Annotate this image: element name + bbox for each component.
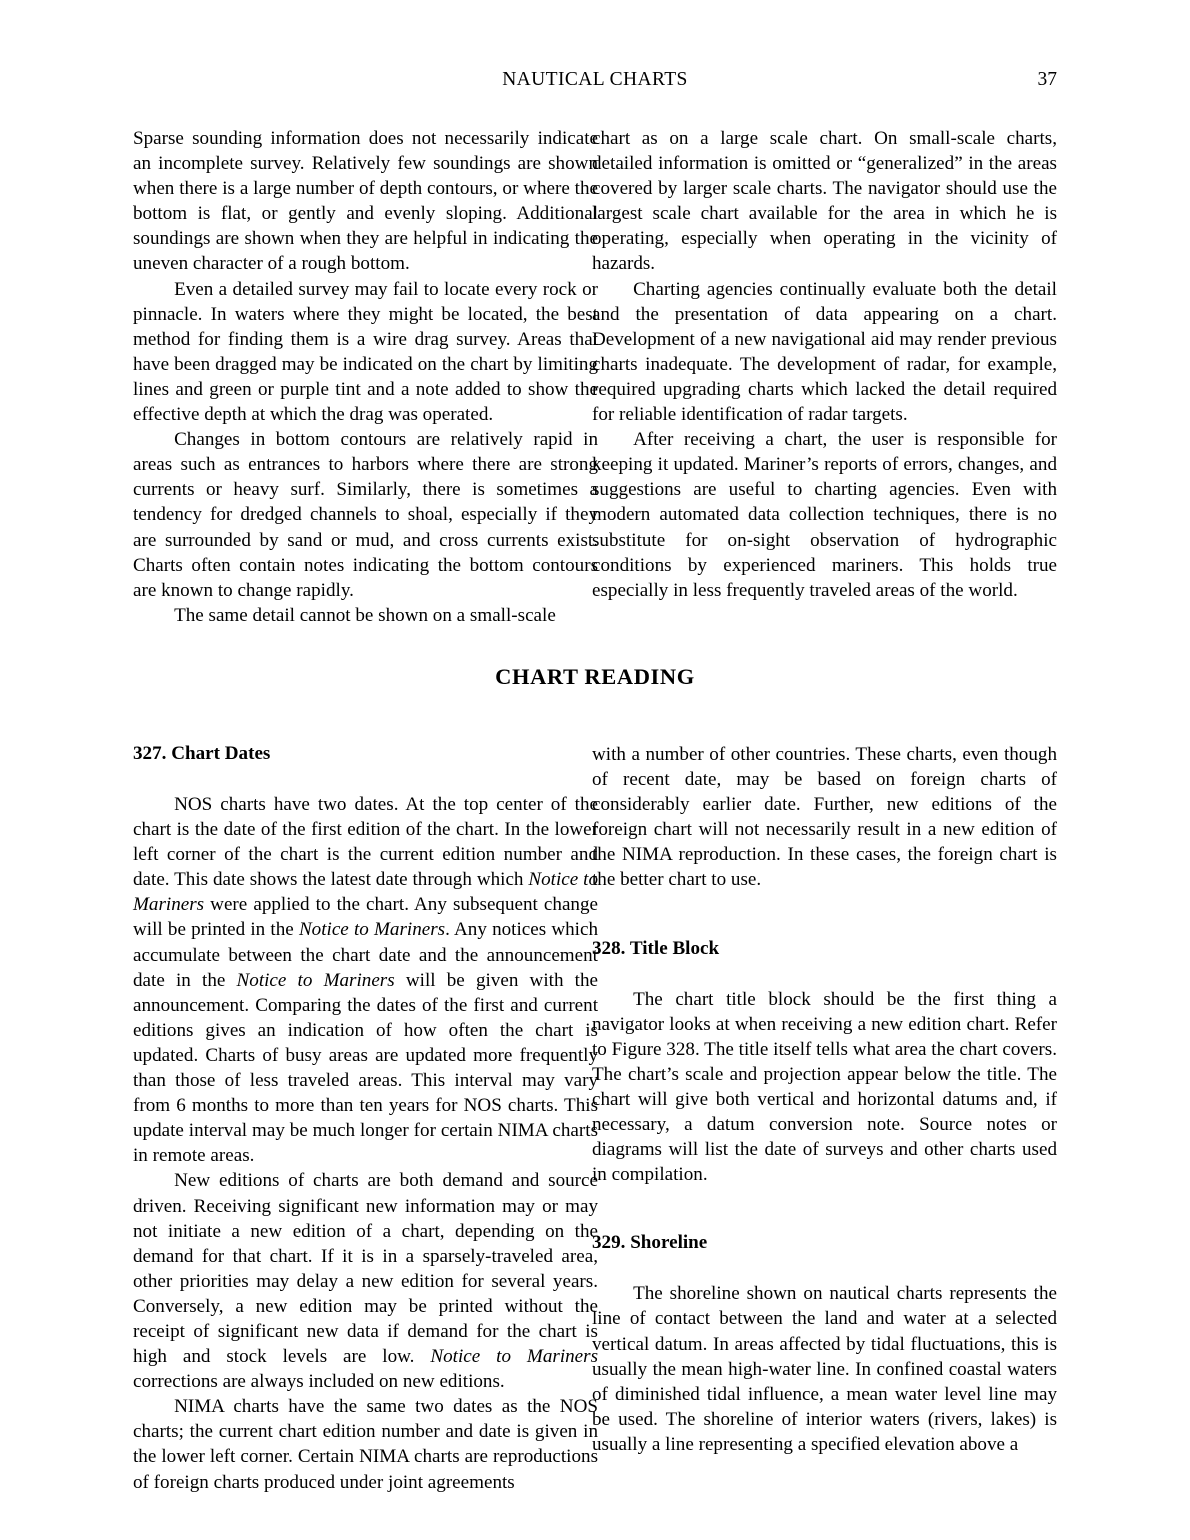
italic-title: Notice to Mariners bbox=[133, 869, 598, 916]
spacer bbox=[592, 961, 1057, 987]
paragraph-continued: chart as on a large scale chart. On small-scale charts, detailed information is omitted or “generalized” in the areas covered by larger scale charts. The navigator should use the largest scale chart available for the area in which he is operating, especially when operating in the vicinity of hazards. bbox=[592, 128, 1057, 275]
italic-title: Notice to Mariners bbox=[298, 919, 446, 941]
text-run: will be given with the announcement. Comparing the dates of the first and current editions gives an indication of how often the chart is updated. Charts of busy areas are updated more frequently than those of less traveled areas. This interval may vary from 6 months to more than ten years for NOS charts. This update interval may be much longer for certain NIMA charts in remote areas. bbox=[133, 969, 598, 1167]
section-heading-327: 327. Chart Dates bbox=[133, 743, 271, 764]
paragraph bbox=[133, 1168, 598, 1394]
lower-left-column bbox=[133, 742, 598, 1495]
upper-left-column bbox=[133, 126, 598, 628]
upper-right-column bbox=[592, 126, 1057, 603]
running-head bbox=[133, 68, 1057, 96]
spacer bbox=[133, 766, 598, 792]
text-run: corrections are always included on new editions. bbox=[133, 1371, 505, 1393]
spacer bbox=[592, 893, 1057, 937]
paragraph: Charting agencies continually evaluate both the detail and the presentation of data appearing on a chart. Development of a new navigational aid may render previous charts inadequate. The development of radar, for example, required upgrading charts which lacked the detail required for reliable identification of radar targets. bbox=[592, 278, 1057, 426]
italic-title: Notice to Mariners bbox=[430, 1346, 599, 1368]
spacer bbox=[592, 1187, 1057, 1231]
lower-right-column bbox=[592, 742, 1057, 1457]
paragraph: The chart title block should be the first thing a navigator looks at when receiving a new edition chart. Refer to Figure 328. The title itself tells what area the chart covers. The chart’s scale and projection appear below the title. The chart will give both vertical and horizontal datums and, if necessary, a datum conversion note. Source notes or diagrams will list the date of surveys and other charts used in compilation. bbox=[592, 988, 1057, 1186]
italic-title: Notice to Mariners bbox=[236, 969, 395, 991]
text-run: New editions of charts are both demand and source driven. Receiving significant new information may or may not initiate a new edition of a chart, depending on the demand for that chart. If it is in a sparsely-traveled area, other priorities may delay a new edition for several years. Conversely, a new edition may be printed without the receipt of significant new data if demand for the chart is high and stock levels are low. bbox=[133, 1170, 598, 1368]
text-run: NOS charts have two dates. At the top center of the chart is the date of the first edition of the chart. In the lower left corner of the chart is the current edition number and date. This date shows the latest date through which bbox=[133, 794, 598, 891]
paragraph: Even a detailed survey may fail to locate every rock or pinnacle. In waters where they might be located, the best method for finding them is a wire drag survey. Areas that have been dragged may be indicated on the chart by limiting lines and green or purple tint and a note added to show the effective depth at which the drag was operated. bbox=[133, 278, 598, 426]
page-number: 37 bbox=[1037, 69, 1057, 90]
paragraph: Changes in bottom contours are relatively rapid in areas such as entrances to harbors where there are strong currents or heavy surf. Similarly, there is sometimes a tendency for dredged channels to shoal, especially if they are surrounded by sand or mud, and cross currents exist. Charts often contain notes indicating the bottom contours are known to change rapidly. bbox=[133, 429, 598, 601]
paragraph-continues-next-column: The same detail cannot be shown on a small-scale bbox=[174, 604, 556, 626]
paragraph-continues-next-column: NIMA charts have the same two dates as the NOS charts; the current chart edition number and date is given in the lower left corner. Certain NIMA charts are reproductions of foreign charts produced under joint agreements bbox=[133, 1396, 598, 1493]
paragraph-continued: with a number of other countries. These charts, even though of recent date, may be based on foreign charts of considerably earlier date. Further, new editions of the foreign chart will not necessarily result in a new edition of the NIMA reproduction. In these cases, the foreign chart is the better chart to use. bbox=[592, 744, 1057, 891]
major-section-heading: CHART READING bbox=[495, 664, 695, 689]
paragraph: After receiving a chart, the user is responsible for keeping it updated. Mariner’s reports of errors, changes, and suggestions are useful to charting agencies. Even with modern automated data collection techniques, there is no substitute for on-sight observation of hydrographic conditions by experienced mariners. This holds true especially in less frequently traveled areas of the world. bbox=[592, 429, 1057, 601]
text-run: . Any notices which accumulate between the chart date and the announcement date in the bbox=[133, 919, 599, 991]
section-heading-329: 329. Shoreline bbox=[592, 1232, 708, 1254]
spacer bbox=[592, 1255, 1057, 1281]
paragraph-continues-next-page: The shoreline shown on nautical charts represents the line of contact between the land and water at a selected vertical datum. In areas affected by tidal fluctuations, this is usually the mean high-water line. In confined coastal waters of diminished tidal influence, a mean water level line may be used. The shoreline of interior waters (rivers, lakes) is usually a line representing a specified elevation above a bbox=[592, 1283, 1057, 1455]
paragraph: Sparse sounding information does not necessarily indicate an incomplete survey. Relatively few soundings are shown when there is a large number of depth contours, or where the bottom is flat, or gently and evenly sloping. Additional soundings are shown when they are helpful in indicating the uneven character of a rough bottom. bbox=[133, 128, 598, 275]
text-run: were applied to the chart. Any subsequent change will be printed in the bbox=[133, 894, 598, 941]
running-head-title: NAUTICAL CHARTS bbox=[502, 69, 688, 90]
section-heading-328: 328. Title Block bbox=[592, 937, 720, 959]
paragraph bbox=[133, 792, 598, 1168]
